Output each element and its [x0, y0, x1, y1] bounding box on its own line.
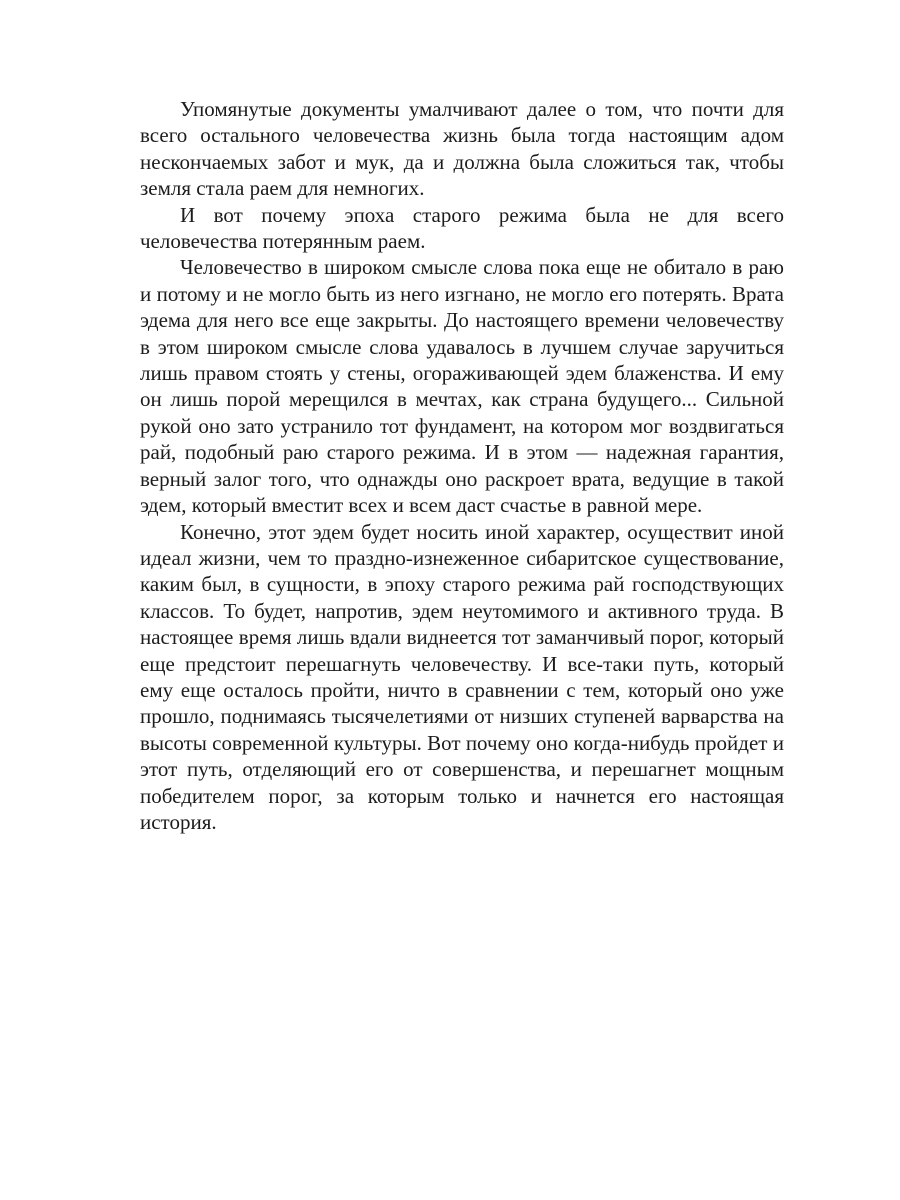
paragraph: Человечество в широком смысле слова пока еще не обитало в раю и потому и не могло быть из него изгнано, не могло его потерять. Врата эдема для него все еще закрыты. До настоящего времени человечеству в этом широком смысле слова удавалось в лучшем случае заручиться лишь правом стоять у стены, огораживающей эдем блаженства. И ему он лишь порой мерещился в мечтах, как страна будущего... Сильной рукой оно зато устранило тот фундамент, на котором мог воздвигаться рай, подобный раю старого режима. И в этом — надежная гарантия, верный залог того, что однажды оно раскроет врата, ведущие в такой эдем, который вместит всех и всем даст счастье в равной мере. [140, 255, 784, 518]
paragraph: И вот почему эпоха старого режима была не для всего человечества потерянным раем. [140, 202, 784, 254]
paragraph: Упомянутые документы умалчивают далее о том, что почти для всего остального человечества жизнь была тогда настоящим адом нескончаемых забот и мук, да и должна была сложиться так, чтобы земля стала раем для немногих. [140, 97, 784, 201]
page-text-block [140, 96, 784, 835]
paragraph: Конечно, этот эдем будет носить иной характер, осуществит иной идеал жизни, чем то праздно-изнеженное сибаритское существование, каким был, в сущности, в эпоху старого режима рай господствующих классов. То будет, напротив, эдем неутомимого и активного труда. В настоящее время лишь вдали виднеется тот заманчивый порог, который еще предстоит перешагнуть человечеству. И все-таки путь, который ему еще осталось пройти, ничто в сравнении с тем, который оно уже прошло, поднимаясь тысячелетиями от низших ступеней варварства на высоты современной культуры. Вот почему оно когда-нибудь пройдет и этот путь, отделяющий его от совершенства, и перешагнет мощным победителем порог, за которым только и начнется его настоящая история. [140, 519, 784, 834]
